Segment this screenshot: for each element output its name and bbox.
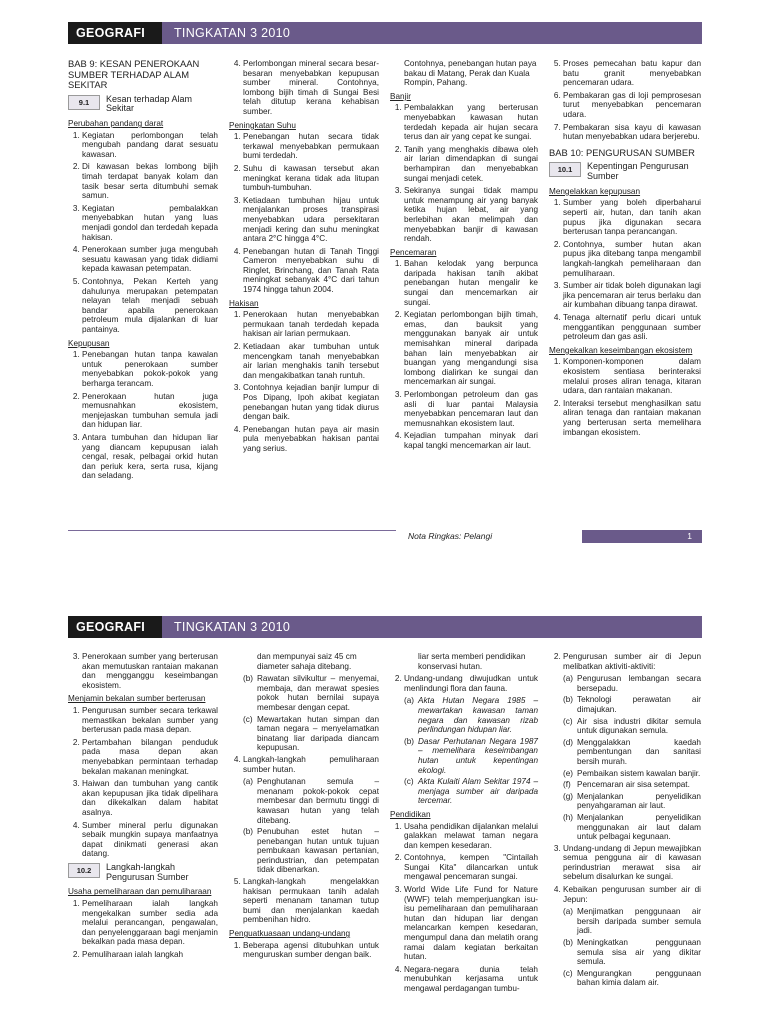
item-marker: (c) — [563, 968, 573, 978]
item-text: Mewartakan hutan simpan dan taman negara – menyelamatkan binatang liar daripada diancam kepupusan. — [257, 714, 379, 753]
list-item: 1. Usaha pendidikan dijalankan melalui galakkan melawat taman negara dan kempen kesedaran. — [404, 822, 538, 851]
item-marker: (e) — [563, 768, 574, 778]
section-number: 9.1 — [68, 95, 100, 110]
page-footer — [396, 530, 702, 543]
list-item: 6. Pembakaran gas di loji pemprosesan turut menyebabkan pencemaran udara. — [563, 91, 701, 120]
item-marker: (a) — [404, 696, 415, 706]
numbered-list — [229, 941, 379, 960]
list-item — [563, 938, 701, 967]
subheading: Perubahan pandang darat — [68, 119, 164, 129]
item-text: Menggalakkan kaedah pembentungan dan sanitasi bersih murah. — [577, 737, 701, 766]
list-item: 4. Penebangan hutan di Tanah Tinggi Cameron menyebabkan suhu di Ringlet, Brinchang, dan Tanah Rata meningkat sebanyak 4°C dari tahun 1974 hingga tahun 2004. — [243, 247, 379, 295]
list-item: 3. Contohnya kejadian banjir lumpur di Pos Dipang, Ipoh akibat kegiatan penebangan hutan yang tidak diurus dengan baik. — [243, 383, 379, 421]
numbered-list — [549, 844, 701, 905]
list-item: 2. Interaksi tersebut menghasilkan satu aliran tenaga dan rantaian makanan yang berterusan serta memelihara imbangan ekosistem. — [563, 399, 701, 437]
list-item: 1. Sumber yang boleh diperbaharui seperti air, hutan, dan tanih akan pupus jika digunakan secara berterusan tanpa perancangan. — [563, 198, 701, 236]
list-item: 1. Penebangan hutan secara tidak terkawal menyebabkan permukaan bumi terdedah. — [243, 132, 379, 161]
numbered-list — [390, 674, 538, 693]
numbered-list — [229, 132, 379, 295]
item-marker: (c) — [563, 716, 573, 726]
item-text: Pengurusan lembangan secara bersepadu. — [577, 674, 701, 693]
list-item: 3. Haiwan dan tumbuhan yang cantik akan kepupusan jika tidak dipelihara dan dikekalkan dalam habitat asalnya. — [82, 779, 218, 817]
list-item: 5. Proses pemecahan batu kapur dan batu granit menyebabkan pencemaran udara. — [563, 59, 701, 88]
numbered-list — [68, 652, 218, 690]
numbered-list — [549, 198, 701, 341]
numbered-list — [390, 822, 538, 994]
list-item: 4. Penebangan hutan paya air masin pula menyebabkan hakisan pantai yang serius. — [243, 425, 379, 454]
list-item: 1. Pengurusan sumber secara terkawal memastikan bekalan sumber yang berterusan pada masa depan. — [82, 706, 218, 735]
list-item: 4. Sumber mineral perlu digunakan sebaik mungkin supaya manfaatnya dapat dinikmati generasi akan datang. — [82, 821, 218, 859]
list-item: 5. Contohnya, Pekan Kerteh yang dahulunya merupakan petempatan nelayan telah menjadi sebuah bandar apabila penerokaan petroleum mula dijalankan di luar pantainya. — [82, 277, 218, 335]
numbered-list — [68, 350, 218, 481]
list-item: 4. Kejadian tumpahan minyak dari kapal tangki mencemarkan air laut. — [404, 431, 538, 450]
item-marker: (h) — [563, 812, 574, 822]
list-item — [563, 780, 701, 790]
column-1 — [68, 59, 218, 484]
page-2 — [0, 600, 768, 1024]
item-marker: (c) — [404, 777, 414, 787]
numbered-list — [229, 310, 379, 453]
numbered-list — [390, 103, 538, 243]
subheading: Mengekalkan keseimbangan ekosistem — [549, 345, 693, 355]
item-marker: (a) — [243, 777, 254, 787]
item-text: Akta Hutan Negara 1985 – mewartakan kawasan taman negara dan kawasan rizab perlindungan hidupan liar. — [418, 696, 538, 735]
list-item: 2. Undang-undang diwujudkan untuk menlindungi flora dan fauna. — [404, 674, 538, 693]
list-item: 1. Penebangan hutan tanpa kawalan untuk penerokaan sumber menyebabkan pokok-pokok yang berharga terancam. — [82, 350, 218, 388]
item-marker: (a) — [563, 674, 574, 684]
list-item: 3. World Wide Life Fund for Nature (WWF) telah memperjuangkan isu-isu pemeliharaan dan pemuliharaan hutan dan hidupan liar dengan melancarkan kempen kesedaran, mengumpul dana dan melatih orang ramai dalam kegiatan berkaitan hutan. — [404, 885, 538, 962]
list-item — [404, 777, 538, 806]
chapter-title: BAB 10: PENGURUSAN SUMBER — [549, 146, 695, 158]
list-item — [243, 674, 379, 712]
chapter-title: BAB 9: KESAN PENEROKAAN SUMBER TERHADAP ALAM SEKITAR — [68, 58, 200, 90]
numbered-list — [549, 652, 701, 671]
list-item: 1. Pembalakkan yang berterusan menyebabkan kawasan hutan terdedah kepada air hujan secara terus dan air yang cepat ke sungai. — [404, 103, 538, 141]
subject-label: GEOGRAFI — [68, 616, 162, 638]
list-item: 5. Langkah-langkah mengelakkan hakisan permukaan tanih adalah seperti menanam tanaman tutup bumi dan menjalankan kaedah pembenihan hidro. — [243, 877, 379, 925]
item-marker: (f) — [563, 780, 571, 790]
list-item: 2. Contohnya, sumber hutan akan pupus jika ditebang tanpa mengambil langkah-langkah pemeliharaan dan pemuliharaan. — [563, 240, 701, 278]
list-item: 2. Contohnya, kempen "Cintailah Sungai Kita" dilancarkan untuk mengawal pencemaran sungai. — [404, 853, 538, 882]
list-item: 1. Komponen-komponen dalam ekosistem sentiasa berinteraksi melalui proses aliran tenaga, kitaran udara, dan rantaian makanan. — [563, 357, 701, 395]
numbered-list — [390, 259, 538, 450]
list-item: 2. Suhu di kawasan tersebut akan meningkat kerana tidak ada litupan tumbuh-tumbuhan. — [243, 164, 379, 193]
list-item: 1. Pemeliharaan ialah langkah mengekalkan sumber sedia ada melalui perancangan, pengawalan, dan penyelenggaraan bagi menjamin bekalkan pada masa depan. — [82, 899, 218, 947]
list-item: 4. Penerokaan sumber juga mengubah sesuatu kawasan yang tidak didiami kepada kawasan petempatan. — [82, 245, 218, 274]
column-4 — [549, 652, 701, 990]
footer-note: Nota Ringkas: Pelangi — [408, 531, 493, 541]
item-marker: (b) — [563, 938, 574, 948]
item-text: Penubuhan estet hutan – penebangan hutan untuk tujuan pembukaan kawasan pertanian, perindustrian, dan petempatan tidak dibenarkan. — [257, 827, 379, 875]
section-heading — [68, 863, 218, 883]
paragraph: liar serta memberi pendidikan konservasi hutan. — [418, 652, 526, 671]
list-item — [243, 827, 379, 875]
item-marker: (b) — [243, 827, 254, 837]
column-3 — [390, 59, 538, 454]
list-item: 2. Tanih yang menghakis dibawa oleh air larian dimendapkan di sungai berhampiran dan menyebabkan sungai menjadi cetek. — [404, 145, 538, 183]
item-marker: (b) — [404, 736, 415, 746]
column-4 — [549, 59, 701, 440]
item-text: Pencemaran air sisa setempat. — [577, 780, 690, 790]
list-item: 1. Beberapa agensi ditubuhkan untuk menguruskan sumber dengan baik. — [243, 941, 379, 960]
list-item: 4. Langkah-langkah pemuliharaan sumber hutan. — [243, 755, 379, 774]
subheading: Kepupusan — [68, 338, 110, 348]
numbered-list — [549, 357, 701, 437]
numbered-list — [68, 706, 218, 859]
page-header — [68, 616, 702, 638]
item-marker: (g) — [563, 791, 574, 801]
page-number: 1 — [582, 530, 702, 543]
numbered-list — [68, 131, 218, 335]
list-item: 1. Penerokaan hutan menyebabkan permukaan tanah terdedah kepada hakisan air larian permukaan. — [243, 310, 379, 339]
numbered-list — [229, 59, 379, 117]
subheading: Pencemaran — [390, 247, 437, 257]
lettered-list — [229, 777, 379, 875]
list-item — [563, 717, 701, 736]
list-item: 3. Antara tumbuhan dan hidupan liar yang diancam kepupusan ialah cengal, resak, pelbagai orkid hutan dan periuk kera, serta rusa, kijang dan seladang. — [82, 433, 218, 481]
list-item: 4. Perlombongan mineral secara besar-besaran menyebabkan kepupusan sumber mineral. Contohnya, lombong bijih timah di Sungai Besi telah ditutup kerana kehabisan sumber. — [243, 59, 379, 117]
column-2 — [229, 652, 379, 963]
subheading: Usaha pemeliharaan dan pemuliharaan — [68, 887, 212, 897]
item-text: Dasar Perhutanan Negara 1987 – memelihara keseimbangan hutan untuk kepentingan ekologi. — [418, 736, 538, 775]
subheading: Peningkatan Suhu — [229, 120, 296, 130]
item-text: Pembaikan sistem kawalan banjir. — [577, 768, 701, 778]
section-number: 10.1 — [549, 162, 581, 177]
column-2 — [229, 59, 379, 457]
subheading: Mengelakkan kepupusan — [549, 186, 641, 196]
page-header — [68, 22, 702, 44]
list-item: 3. Sekiranya sungai tidak mampu untuk menampung air yang banyak ketika hujan lebat, air yang berlebihan akan melimpah dan menyebabkan banjir di kawasan rendah. — [404, 186, 538, 244]
list-item — [563, 674, 701, 693]
item-marker: (d) — [563, 737, 574, 747]
list-item — [404, 696, 538, 734]
list-item: 2. Kegiatan perlombongan bijih timah, emas, dan bauksit yang menggunakan banyak air untuk memisahkan mineral daripada bahan lain menyebabkan air buangan yang mengandungi sisa lombong dialirkan ke sungai dan mencemarkan air sungai. — [404, 310, 538, 387]
subheading: Menjamin bekalan sumber berterusan — [68, 694, 206, 704]
list-item: 3. Sumber air tidak boleh digunakan lagi jika pencemaran air terus berlaku dan air kumbahan dibuang tanpa dirawat. — [563, 281, 701, 310]
list-item: 2. Di kawasan bekas lombong bijih timah terdapat banyak kolam dan tasik besar serta ditumbuhi semak samun. — [82, 162, 218, 200]
list-item — [243, 777, 379, 825]
section-title: Kesan terhadap Alam Sekitar — [106, 93, 193, 114]
list-item: 3. Ketiadaan tumbuhan hijau untuk menjalankan proses transpirasi menyebabkan udara persekitaran menjadi kering dan suhu meningkat antara 2°C hingga 4°C. — [243, 196, 379, 244]
list-item — [243, 715, 379, 753]
item-marker: (b) — [243, 674, 254, 684]
list-item: 2. Pengurusan sumber air di Jepun melibatkan aktiviti-aktiviti: — [563, 652, 701, 671]
numbered-list — [229, 755, 379, 774]
list-item — [404, 737, 538, 775]
list-item: 2. Ketiadaan akar tumbuhan untuk mencengkam tanah menyebabkan air larian menghakis tanih tersebut dan mengakibatkan tanah runtuh. — [243, 342, 379, 380]
level-label: TINGKATAN 3 2010 — [174, 620, 291, 634]
list-item: 3. Kegiatan pembalakkan menyebabkan hutan yang luas menjadi gondol dan terdedah kepada hakisan. — [82, 204, 218, 242]
list-item: 2. Penerokaan hutan juga memusnahkan ekosistem, menjejaskan tumbuhan semula jadi dan hidupan liar. — [82, 392, 218, 430]
list-item: 4. Kebaikan pengurusan sumber air di Jepun: — [563, 885, 701, 904]
lettered-list — [229, 674, 379, 753]
numbered-list — [68, 899, 218, 960]
level-label: TINGKATAN 3 2010 — [174, 26, 291, 40]
subheading: Banjir — [390, 91, 411, 101]
list-item — [563, 813, 701, 842]
list-item: 2. Pemuliharaan ialah langkah — [82, 950, 218, 960]
item-text: Teknologi perawatan air dimajukan. — [577, 695, 701, 714]
item-text: Menjalankan penyelidikan menggunakan air laut dalam untuk pelbagai kegunaan. — [577, 812, 701, 842]
subheading: Hakisan — [229, 298, 259, 308]
item-marker: (a) — [563, 907, 574, 917]
list-item — [563, 738, 701, 767]
numbered-list — [229, 877, 379, 925]
list-item: 1. Kegiatan perlombongan telah mengubah pandang darat sesuatu kawasan. — [82, 131, 218, 160]
subject-label: GEOGRAFI — [68, 22, 162, 44]
subheading: Penguatkuasaan undang-undang — [229, 929, 351, 939]
list-item — [563, 792, 701, 811]
item-text: Menjimatkan penggunaan air bersih daripada sumber semula jadi. — [577, 907, 701, 936]
item-text: Meningkatkan penggunaan semula sisa air yang dikitar semula. — [577, 938, 701, 967]
section-number: 10.2 — [68, 863, 100, 878]
lettered-list — [549, 674, 701, 842]
list-item — [563, 695, 701, 714]
section-heading — [549, 162, 701, 182]
column-3 — [390, 652, 538, 997]
list-item: 4. Tenaga alternatif perlu dicari untuk menggantikan penggunaan sumber petroleum dan gas asli. — [563, 313, 701, 342]
item-text: Rawatan silvikultur – menyemai, membaja, dan merawat spesies pokok hutan bernilai supaya membesar dengan cepat. — [257, 674, 379, 712]
list-item — [563, 969, 701, 988]
section-title: Kepentingan Pengurusan Sumber — [587, 161, 689, 182]
list-item — [563, 769, 701, 779]
list-item: 2. Pertambahan bilangan penduduk pada masa depan akan menyebabkan permintaan terhadap bekalan makanan meningkat. — [82, 738, 218, 776]
item-text: Air sisa industri dikitar semula untuk digunakan semula. — [577, 716, 701, 736]
list-item: 4. Negara-negara dunia telah menubuhkan kerjasama untuk mengawal perdagangan tumbu- — [404, 965, 538, 994]
numbered-list — [549, 59, 701, 142]
lettered-list — [390, 696, 538, 806]
section-heading — [68, 95, 218, 115]
section-title: Langkah-langkah Pengurusan Sumber — [106, 861, 189, 882]
item-text: Akta Kulaiti Alam Sekitar 1974 – menjaga sumber air daripada tercemar. — [418, 777, 538, 806]
item-marker: (c) — [243, 714, 253, 724]
list-item: 3. Undang-undang di Jepun mewajibkan semua pengguna air di kawasan perindustrian merawat sisa air sebelum disalurkan ke sungai. — [563, 844, 701, 882]
list-item — [563, 907, 701, 936]
item-text: Mengurangkan penggunaan bahan kimia dalam air. — [577, 968, 701, 988]
list-item: 3. Perlombongan petroleum dan gas asli di luar pantai Malaysia menyebabkan pencemaran laut dan memusnahkan ekosistem laut. — [404, 390, 538, 428]
item-marker: (b) — [563, 695, 574, 705]
lettered-list — [549, 907, 701, 988]
subheading: Pendidikan — [390, 809, 431, 819]
paragraph: dan mempunyai saiz 45 cm diameter sahaja ditebang. — [257, 652, 357, 671]
item-text: Menjalankan penyelidikan penyahgaraman air laut. — [577, 791, 701, 811]
column-1 — [68, 652, 218, 963]
list-item: 3. Penerokaan sumber yang berterusan akan memutuskan rantaian makanan dan mengganggu keseimbangan ekosistem. — [82, 652, 218, 690]
paragraph: Contohnya, penebangan hutan paya bakau di Matang, Perak dan Kuala Rompin, Pahang. — [404, 59, 537, 88]
item-text: Penghutanan semula – menanam pokok-pokok cepat membesar dan bermutu tinggi di kawasan hutan yang telah ditebang. — [257, 777, 379, 825]
list-item: 7. Pembakaran sisa kayu di kawasan hutan menyebabkan udara berjerebu. — [563, 123, 701, 142]
list-item: 1. Bahan kelodak yang berpunca daripada hakisan tanih akibat penebangan hutan mengalir ke sungai dan mencemarkan air sungai. — [404, 259, 538, 307]
